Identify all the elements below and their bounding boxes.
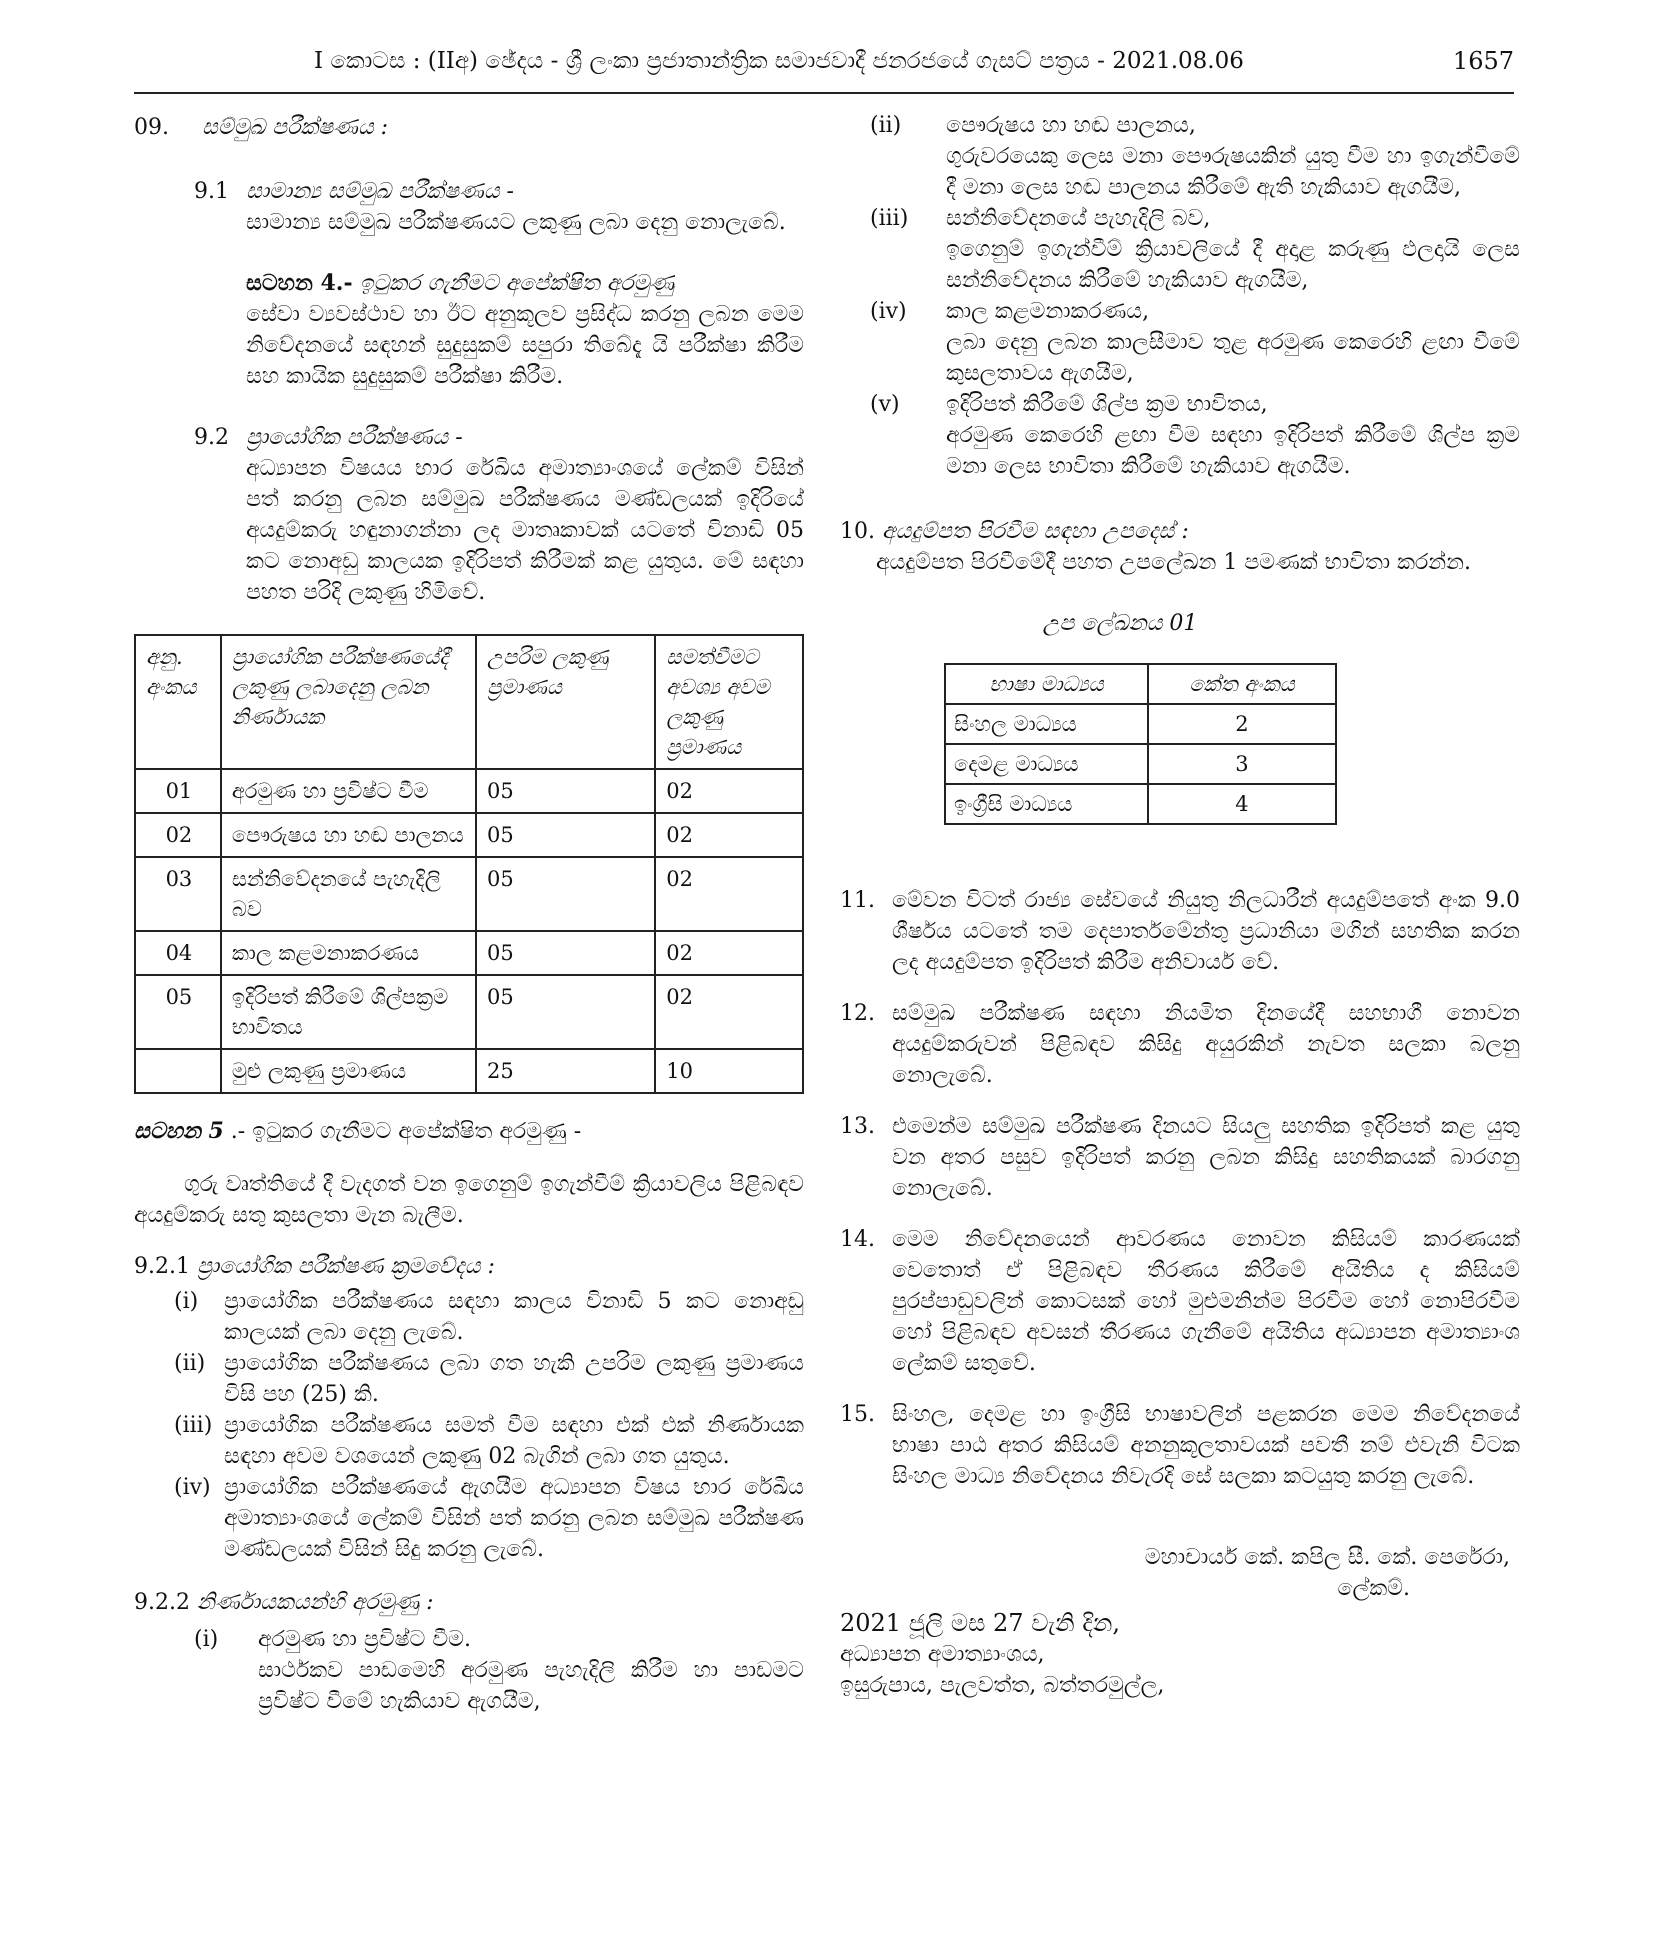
note-text: සේවා ව්‍යවස්ථාව හා ඊට අනුකූලව ප්‍රසිද්ධ කරනු ලබන මෙම නිවේදනයේ සඳහන් සුදුසුකම් සපුරා තිබේදැ යි පරීක්ෂා කිරීම සහ කායික සුදුසුකම් පරීක්ෂා කිරීම. [246, 302, 804, 389]
table-cell: 01 [135, 769, 221, 813]
table-cell: 05 [135, 975, 221, 1049]
list-item [174, 1286, 804, 1348]
paragraph-text: මෙම නිවේදනයෙන් ආවරණය නොවන කිසියම් කාරණයක් වෙතොත් ඒ පිළිබඳව තීරණය කිරීමේ අයිතිය ද කිසියම් පුරප්පාඩුවලින් කොටසක් හෝ මුළුමනින්ම පිරවීම හෝ නොපිරවීම හෝ පිළිබඳව අවසන් තීරණය ගැනීමේ අයිතිය අධ්‍යාපන අමාත්‍යාංශ ලේකම් සතුවේ. [892, 1227, 1520, 1376]
table-cell: 02 [655, 769, 803, 813]
table-header-cell: ප්‍රායෝගික පරීක්ෂණයේදී ලකුණු ලබාදෙනු ලබන නිර්ණායක [221, 635, 476, 769]
table-cell: 02 [655, 931, 803, 975]
table-cell: 05 [476, 931, 655, 975]
table-row [135, 813, 803, 857]
table-cell: 02 [655, 813, 803, 857]
header-title: I කොටස : (IIඅ) ඡේදය - ශ්‍රී ලංකා ප්‍රජාතාන්ත්‍රික සමාජවාදී ජනරජයේ ගැසට් පත්‍රය - 2021.08.06 [314, 48, 1244, 74]
table-header-cell: කේත අංකය [1148, 664, 1336, 704]
table-cell: 02 [655, 975, 803, 1049]
table-row [135, 931, 803, 975]
list-title: සන්නිවේදනයේ පැහැදිලි බව, [946, 206, 1211, 231]
list-item [174, 1472, 804, 1565]
paragraph-text: මේවන විටත් රාජ්‍ය සේවයේ නියුතු නිලධාරීන් අයදුම්පතේ අංක 9.0 ශීර්ෂය යටතේ තම දෙපාර්තමේන්තු ප්‍රධානියා මගින් සහතික කරන ලද අයදුම්පත ඉදිරිපත් කිරීම අනිවාර්ය වේ. [892, 888, 1520, 975]
list-title: අරමුණ හා ප්‍රවිෂ්ට වීම. [258, 1627, 471, 1652]
section-text: අධ්‍යාපන විෂයය භාර රේඛිය අමාත්‍යාංශයේ ලේකම් විසින් පත් කරනු ලබන සම්මුඛ පරීක්ෂණය මණ්ඩලයක් ඉදිරියේ අයදුම්කරු හඳුනාගන්නා ලද මාතෘකාවක් යටතේ විනාඩි 05 කට නොඅඩු කාලයක ඉදිරිපත් කිරීමක් කළ යුතුය. මේ සඳහා පහත පරිදි ලකුණු හිමිවේ. [246, 456, 804, 605]
note-title: .- ඉටුකර ගැනීමට අපේක්ෂිත අරමුණු - [230, 1119, 582, 1144]
list-number: (iv) [870, 299, 907, 324]
table-header-cell: සමත්වීමට අවශ්‍ය අවම ලකුණු ප්‍රමාණය [655, 635, 803, 769]
list-text: ප්‍රායෝගික පරීක්ෂණය සඳහා කාලය විනාඩි 5 කට නොඅඩු කාලයක් ලබා දෙනු ලැබේ. [224, 1289, 804, 1345]
section-title: සම්මුඛ පරීක්ෂණය : [202, 115, 389, 140]
paragraph-text: සිංහල, දෙමළ හා ඉංග්‍රීසි භාෂාවලින් පළකරන මෙම නිවේදනයේ භාෂා පාඨ අතර කිසියම් අනනුකූලතාවයක් පවතී නම් එවැනි විටක සිංහල මාධ්‍ය නිවේදනය නිවැරදි සේ සලකා කටයුතු කරනු ලැබේ. [892, 1402, 1520, 1489]
paragraph-number: 14. [840, 1227, 875, 1252]
table-cell: 02 [655, 857, 803, 931]
list-title: කාල කළමනාකරණය, [946, 299, 1150, 324]
table-cell: ඉංග්‍රීසි මාධ්‍යය [945, 784, 1148, 824]
criteria-list [870, 110, 1520, 482]
section-title: ප්‍රායෝගික පරීක්ෂණය - [246, 425, 463, 450]
paragraph-11 [840, 885, 1520, 978]
paragraph-number: 12. [840, 1001, 875, 1026]
section-text: අයදුම්පත පිරවීමේදී පහත උපලේඛන 1 පමණක් භාවිතා කරන්න. [876, 550, 1471, 575]
table-cell: 10 [655, 1049, 803, 1093]
section-number: 10. [840, 519, 875, 544]
table-cell: මුළු ලකුණු ප්‍රමාණය [221, 1049, 476, 1093]
list-title: පෞරුෂය හා හඬ පාලනය, [946, 113, 1196, 138]
issue-date: 2021 ජූලි මස 27 වැනි දින, [840, 1609, 1121, 1637]
list-number: (iv) [174, 1475, 211, 1500]
page-number: 1657 [1452, 47, 1514, 75]
section-title: සාමාන්‍ය සම්මුඛ පරීක්ෂණය - [246, 179, 514, 204]
table-cell: 2 [1148, 704, 1336, 744]
section-number: 9.2.1 [134, 1254, 190, 1279]
table-cell: 02 [135, 813, 221, 857]
table-cell: 05 [476, 975, 655, 1049]
paragraph-number: 13. [840, 1114, 875, 1139]
signatory-name: මහාචාර්ය කේ. කපිල සී. කේ. පෙරේරා, [1144, 1545, 1510, 1570]
language-medium-table [944, 663, 1337, 825]
table-cell: 05 [476, 813, 655, 857]
table-cell: සන්නිවේදනයේ පැහැදිලි බව [221, 857, 476, 931]
list-text: ප්‍රායෝගික පරීක්ෂණය සමත් වීම සඳහා එක් එක් නිර්ණායක සඳහා අවම වශයෙන් ලකුණු 02 බැගින් ලබා ගත යුතුය. [224, 1413, 804, 1469]
table-cell: කාල කළමනාකරණය [221, 931, 476, 975]
table-cell: ඉදිරිපත් කිරීමේ ශිල්පක්‍රම භාවිතය [221, 975, 476, 1049]
note-label: සටහන 4.- [246, 270, 353, 296]
paragraph-text: සම්මුඛ පරීක්ෂණ සඳහා නියමිත දිනයේදී සහභාගී නොවන අයදුම්කරුවන් පිළිබඳව කිසිදු අයුරකින් නැවත සලකා බලනු නොලැබේ. [892, 1001, 1520, 1088]
numbered-paragraphs [840, 885, 1520, 1492]
table-row [135, 857, 803, 931]
note-text: ගුරු වෘත්තියේ දී වැදගත් වන ඉගෙනුම් ඉගැන්වීම් ක්‍රියාවලිය පිළිබඳව අයදුම්කරු සතු කුසලතා මැන බැලීම. [134, 1172, 804, 1228]
table-cell: 03 [135, 857, 221, 931]
section-9-2 [194, 422, 804, 608]
paragraph-14 [840, 1224, 1520, 1379]
schedule-title: උප ලේඛනය 01 [1042, 611, 1198, 636]
table-header-cell: උපරිම ලකුණු ප්‍රමාණය [476, 635, 655, 769]
section-title: නිර්ණායකයන්හි අරමුණු : [196, 1590, 434, 1615]
paragraph-15 [840, 1399, 1520, 1492]
section-number: 9.2 [194, 425, 229, 450]
table-row [945, 784, 1336, 824]
table-cell: දෙමළ මාධ්‍යය [945, 744, 1148, 784]
table-cell: සිංහල මාධ්‍යය [945, 704, 1148, 744]
table-cell [135, 1049, 221, 1093]
list-item [194, 1624, 804, 1717]
note-5 [134, 1116, 804, 1231]
section-9-2-1 [134, 1251, 804, 1565]
table-cell: 4 [1148, 784, 1336, 824]
paragraph-12 [840, 998, 1520, 1091]
signature-block [840, 1542, 1520, 1604]
section-title: අයදුම්පත පිරවීම සඳහා උපදෙස් : [882, 519, 1189, 544]
issuer-address-line: ඉසුරුපාය, පැලවත්ත, බත්තරමුල්ල, [840, 1673, 1165, 1698]
note-title: ඉටුකර ගැනීමට අපේක්ෂිත අරමුණු [359, 271, 675, 296]
right-column [840, 112, 1520, 1701]
list-text: ප්‍රායෝගික පරීක්ෂණය ලබා ගත හැකි උපරිම ලකුණු ප්‍රමාණය විසි පහ (25) කි. [224, 1351, 804, 1407]
note-label: සටහන 5 [134, 1118, 224, 1144]
list-item [870, 110, 1520, 203]
paragraph-text: එමෙන්ම සම්මුඛ පරීක්ෂණ දිනයට සියලු සහතික ඉදිරිපත් කළ යුතු වන අතර පසුව ඉදිරිපත් කරනු ලබන කිසිදු සහතිකයක් බාරගනු නොලැබේ. [892, 1114, 1520, 1201]
list-number: (ii) [174, 1351, 206, 1376]
table-header-row [945, 664, 1336, 704]
section-9-1 [194, 176, 804, 238]
table-cell: 05 [476, 769, 655, 813]
table-cell: අරමුණ හා ප්‍රවිෂ්ට වීම [221, 769, 476, 813]
table-row [945, 704, 1336, 744]
list-number: (iii) [174, 1413, 213, 1438]
section-09-heading [134, 112, 804, 156]
table-row [135, 769, 803, 813]
list-number: (i) [174, 1289, 199, 1314]
table-total-row [135, 1049, 803, 1093]
table-cell: 05 [476, 857, 655, 931]
list-text: ප්‍රායෝගික පරීක්ෂණයේ ඇගයීම අධ්‍යාපන විෂය භාර රේඛීය අමාත්‍යාංශයේ ලේකම් විසින් පත් කරනු ලබන සම්මුඛ පරීක්ෂණ මණ්ඩලයක් විසින් සිදු කරනු ලැබේ. [224, 1475, 804, 1562]
section-number: 9.2.2 [134, 1590, 190, 1615]
practical-marks-table [134, 634, 804, 1094]
list-text: අරමුණ කෙරෙහි ළඟා වීම සඳහා ඉදිරිපත් කිරීමේ ශිල්ප ක්‍රම මනා ලෙස භාවිතා කිරීමේ හැකියාව ඇගයීම. [946, 423, 1520, 479]
section-title: ප්‍රායෝගික පරීක්ෂණ ක්‍රමවේදය : [196, 1254, 495, 1279]
list-text: ගුරුවරයෙකු ලෙස මනා පෞරුෂයකින් යුතු වීම හා ඉගැන්වීමේ දී මනා ලෙස හඬ පාලනය කිරීමේ ඇති හැකියාව ඇගයීම, [946, 144, 1520, 200]
table-cell: 3 [1148, 744, 1336, 784]
list-item [174, 1348, 804, 1410]
table-header-cell: අනු. අංකය [135, 635, 221, 769]
list-number: (ii) [870, 113, 902, 138]
section-number: 9.1 [194, 179, 229, 204]
list-number: (iii) [870, 206, 909, 231]
list-number: (i) [194, 1627, 219, 1652]
issue-details [840, 1608, 1520, 1701]
section-9-2-2 [134, 1587, 804, 1717]
table-header-row [135, 635, 803, 769]
issuer-address-line: අධ්‍යාපන අමාත්‍යාංශය, [840, 1642, 1045, 1667]
header-divider [134, 92, 1514, 94]
paragraph-number: 15. [840, 1402, 875, 1427]
list-item [174, 1410, 804, 1472]
list-item [870, 389, 1520, 482]
note-4 [246, 268, 804, 392]
paragraph-number: 11. [840, 888, 875, 913]
list-number: (v) [870, 392, 900, 417]
list-text: ලබා දෙනු ලබන කාලසීමාව තුළ අරමුණ කෙරෙහි ළඟා වීමේ කුසලතාවය ඇගයීම, [946, 330, 1520, 386]
section-number: 09. [134, 115, 169, 140]
page-header [134, 46, 1514, 92]
signatory-designation: ලේකම්. [1337, 1576, 1410, 1601]
list-item [870, 203, 1520, 296]
list-title: ඉදිරිපත් කිරීමේ ශිල්ප ක්‍රම භාවිතය, [946, 392, 1268, 417]
list-text: සාර්ථකව පාඩමෙහි අරමුණ පැහැදිලි කිරීම හා පාඩමට ප්‍රවිෂ්ට වීමේ හැකියාව ඇගයීම, [258, 1658, 804, 1714]
left-column [134, 112, 804, 1717]
section-10 [840, 516, 1520, 578]
table-cell: පෞරුෂය හා හඬ පාලනය [221, 813, 476, 857]
table-row [945, 744, 1336, 784]
table-row [135, 975, 803, 1049]
table-header-cell: භාෂා මාධ්‍යය [945, 664, 1148, 704]
list-text: ඉගෙනුම් ඉගැන්වීම් ක්‍රියාවලියේ දී අදාළ කරුණු ඵලදායි ලෙස සන්නිවේදනය කිරීමේ හැකියාව ඇගයීම, [946, 237, 1520, 293]
section-text: සාමාන්‍ය සම්මුඛ පරීක්ෂණයට ලකුණු ලබා දෙනු නොලැබේ. [246, 210, 786, 235]
table-cell: 04 [135, 931, 221, 975]
list-item [870, 296, 1520, 389]
table-cell: 25 [476, 1049, 655, 1093]
paragraph-13 [840, 1111, 1520, 1204]
